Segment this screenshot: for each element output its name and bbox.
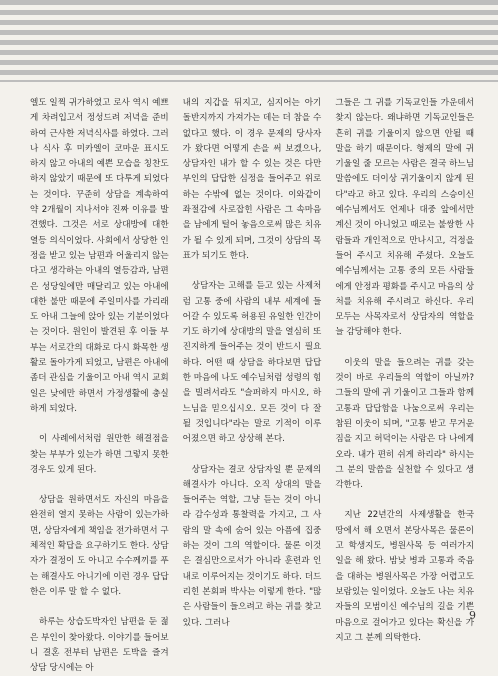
paragraph: 이웃의 말을 들으려는 귀를 갖는 것이 바로 우리들의 역할이 아닐까? 그들의 말에 귀 기울이고 그들과 함께 고통과 답답함을 나눔으로써 우리는 참된 이웃이 되며, "고통 받고 무거운 짐을 지고 허덕이는 사람은 다 나에게 오라. 내가 편히 쉬게 하리라" 하시는 그 분의 말씀을 실천할 수 있다고 생각한다. (335, 357, 475, 491)
paragraph: 상담자는 결코 상담자일 뿐 문제의 해결사가 아니다. 오직 상대의 말을 들어주는 역할, 그냥 듣는 것이 아니라 감수성과 통찰력을 가지고, 그 사람의 말 속에 숨어 있는 아픔에 집중하는 것이 그의 역할이다. 물론 이것은 결심만으로서가 아니라 훈련과 인내로 이루어지는 것이기도 하다. 더드리힌 본회퍼 박사는 이렇게 한다. "많은 사람들이 들으려고 하는 귀를 찾고 있다. 그러나 (182, 464, 322, 628)
paragraph: 하루는 상습도박자인 남편을 둔 젊은 부인이 찾아왔다. 이야기를 들어보니 결혼 전부터 남편은 도박을 즐겨 상담 당시에는 아 (30, 617, 169, 674)
column-3 (335, 96, 475, 643)
header-stripes (0, 0, 498, 82)
paragraph: 이 사례에서처럼 원만한 해결점을 찾는 부부가 있는가 하면 그렇지 못한 경우도 있게 된다. (30, 434, 169, 475)
article-body (30, 96, 475, 674)
column-2 (182, 96, 322, 628)
paragraph: 엘도 일찍 귀가하였고 로사 역시 예쁘게 차려입고서 정성드려 저녁을 준비하여 근사한 저녁식사를 하였다. 그러나 식사 후 미카엘이 코마운 표시도 하지 않고 아내의 예쁜 모습을 칭찬도 하지 않았기 때문에 또 다투게 되었다는 것이다. 꾸준히 상담을 계속하여 약 2개월이 지나서야 진짜 이유를 발견했다. 그것은 서로 상대방에 대한 열등 의식이었다. 사회에서 상당한 인정을 받고 있는 남편과 어울리지 않는다고 생각하는 아내의 열등감과, 남편은 성당일에만 매달리고 있는 아내에 대한 불만 때문에 주일미사를 가리래도 아내 그늘에 앉아 있는 기분이었다는 것이다. 원인이 발견된 후 이들 부부는 서로간의 대화로 다시 화목한 생활로 돌아가게 되었고, 남편은 아내에 좀더 관심을 기울이고 아내 역시 교회일은 낮에만 하면서 가정생활에 충실하게 되었다. (30, 98, 169, 414)
paragraph: 상담을 원하면서도 자신의 마음을 완전히 열지 못하는 사람이 있는가하면, 상담자에게 책임을 전가하면서 구체적인 확답을 요구하기도 한다. 상담자가 결정이 도 아니고 수수께끼를 푸는 해결사도 아니기에 이런 경우 답답한은 이루 말 할 수 없다. (30, 495, 169, 597)
paragraph: 상담자는 고해를 듣고 있는 사제처럼 고통 중에 사람의 내부 세계에 들어갈 수 있도록 허용된 유일한 인간이기도 하기에 상대방의 말을 열심히 또 진지하게 들어주는 것이 반드시 필요하다. 어떤 때 상담을 하다보면 답답한 마음에 나도 예수님처럼 성령의 힘을 빌려서라도 "슬퍼하지 마시오, 하느님을 믿으십시오. 모든 것이 다 잘 될 것입니다"라는 말로 기적이 이루어졌으면 하고 상상해 본다. (182, 281, 322, 445)
paragraph: 그들은 그 귀를 기독교인들 가운데서 찾지 않는다. 왜냐하면 기독교인들은 흔히 귀를 기울이지 않으면 안될 때 말을 하기 때문이다. 형제의 말에 귀기울일 줄 모르는 사람은 결국 하느님 말씀에도 더이상 귀기울이지 않게 된다"라고 하고 있다. 우리의 스승이신 예수님께서도 언제나 대중 앞에서만 계신 것이 아니었고 때로는 불쌍한 사람들과 개인적으로 만나시고, 걱정을 들어 주시고 치유해 주셨다. 오늘도 예수님께서는 고통 중의 모든 사람들에게 안정과 평화를 주시고 마음의 상처를 치유해 주시려고 하신다. 우리 모두는 사목자로서 상담자의 역할을 늘 감당해야 한다. (335, 98, 475, 338)
column-1 (30, 96, 169, 674)
page-number: 9 (469, 609, 476, 622)
paragraph: 지난 22년간의 사제생활을 한국 땅에서 해 오면서 본당사목은 물론이고 학생지도, 병원사목 등 여러가지 일을 해 왔다. 밤낮 병과 고통과 죽음을 대하는 병원사목은 가장 어렵고도 보람있는 일이었다. 오늘도 나는 치유자들의 모범이신 예수님의 길을 기쁜 마음으로 걸어가고 있다는 확신을 가지고 그 분께 의탁한다. (335, 510, 475, 643)
paragraph: 내의 지갑을 뒤지고, 심지어는 아기 돌반지까지 가져가는 데는 더 참을 수 없다고 했다. 이 경우 문제의 당사자가 왔다면 어떻게 손을 써 보겠으나, 상담자인 내가 할 수 있는 것은 다만 부인의 답답한 심정을 들어주고 위로하는 수밖에 없는 것이다. 이와같이 좌절감에 사로잡힌 사람은 그 속마음을 남에게 털어 놓음으로써 많은 치유가 될 수 있게 되며, 그것이 상담의 목표가 되기도 한다. (182, 98, 322, 261)
